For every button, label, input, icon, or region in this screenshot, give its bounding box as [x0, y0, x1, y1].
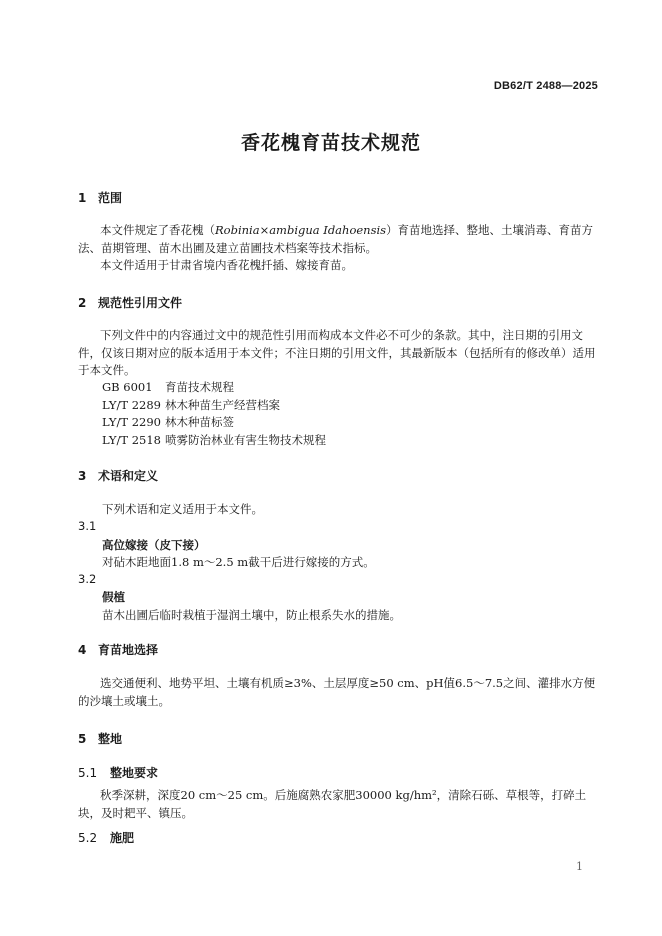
- land-preparation-paragraph: 秋季深耕，深度20 cm～25 cm。后施腐熟农家肥30000 kg/hm²，清除石砾、草根等，打碎土块，及时耙平、镇压。: [78, 788, 587, 820]
- section-number: 4: [78, 643, 87, 657]
- section-number: 1: [78, 191, 87, 205]
- section-title: 规范性引用文件: [98, 296, 183, 310]
- site-selection-paragraph: 选交通便利、地势平坦、土壤有机质≥3%、土层厚度≥50 cm、pH值6.5～7.5之间、灌排水方便的沙壤土或壤土。: [78, 676, 596, 708]
- term-name: 高位嫁接（皮下接）: [102, 538, 206, 552]
- subsection-title: 施肥: [110, 831, 135, 845]
- section-title: 育苗地选择: [98, 643, 159, 657]
- term-number: 3.1: [78, 519, 97, 533]
- latin-name: Robinia×ambigua Idahoensis: [215, 223, 387, 237]
- subsection-number: 5.2: [78, 831, 98, 845]
- normative-references-paragraph: 下列文件中的内容通过文中的规范性引用而构成本文件必不可少的条款。其中，注日期的引用文件，仅该日期对应的版本适用于本文件；不注日期的引用文件，其最新版本（包括所有的修改单）适用于本文件。: [78, 328, 596, 377]
- standard-number: DB62/T 2488—2025: [493, 80, 598, 92]
- section-title: 术语和定义: [98, 469, 159, 483]
- section-title: 整地: [98, 732, 123, 746]
- section-4-heading: [78, 641, 158, 658]
- subsection-number: 5.1: [78, 766, 98, 780]
- term-definition: 苗木出圃后临时栽植于湿润土壤中，防止根系失水的措施。: [102, 608, 401, 622]
- section-2-heading: [78, 294, 182, 311]
- subsection-5-1-heading: [78, 764, 158, 781]
- section-number: 3: [78, 469, 87, 483]
- terms-intro: 下列术语和定义适用于本文件。: [102, 502, 263, 516]
- subsection-5-2-heading: [78, 829, 134, 846]
- section-3-heading: [78, 467, 158, 484]
- section-2-body: [78, 327, 600, 380]
- section-5-heading: [78, 730, 122, 747]
- document-title: 香花槐育苗技术规范: [240, 132, 421, 154]
- applicability-paragraph: 本文件适用于甘肃省境内香花槐扦插、嫁接育苗。: [100, 258, 353, 272]
- section-4-body: [78, 675, 600, 710]
- reference-item: GB 6001 育苗技术规程: [102, 380, 234, 394]
- section-title: 范围: [98, 191, 123, 205]
- term-number: 3.2: [78, 572, 97, 586]
- scope-paragraph: 本文件规定了香花槐（Robinia×ambigua Idahoensis）育苗地选择、整地、土壤消毒、育苗方法、苗期管理、苗木出圃及建立苗圃技术档案等技术指标。: [78, 223, 594, 255]
- reference-item: LY/T 2289 林木种苗生产经营档案: [102, 398, 280, 412]
- subsection-title: 整地要求: [110, 766, 159, 780]
- page-number: 1: [576, 860, 583, 873]
- section-number: 5: [78, 732, 87, 746]
- reference-item: LY/T 2290 林木种苗标签: [102, 415, 234, 429]
- reference-item: LY/T 2518 喷雾防治林业有害生物技术规程: [102, 433, 326, 447]
- section-1-heading: [78, 189, 122, 206]
- term-definition: 对砧木距地面1.8 m～2.5 m截干后进行嫁接的方式。: [102, 555, 375, 569]
- section-number: 2: [78, 296, 87, 310]
- term-name: 假植: [102, 590, 125, 604]
- section-1-body: [78, 222, 600, 275]
- subsection-5-1-body: [78, 787, 600, 822]
